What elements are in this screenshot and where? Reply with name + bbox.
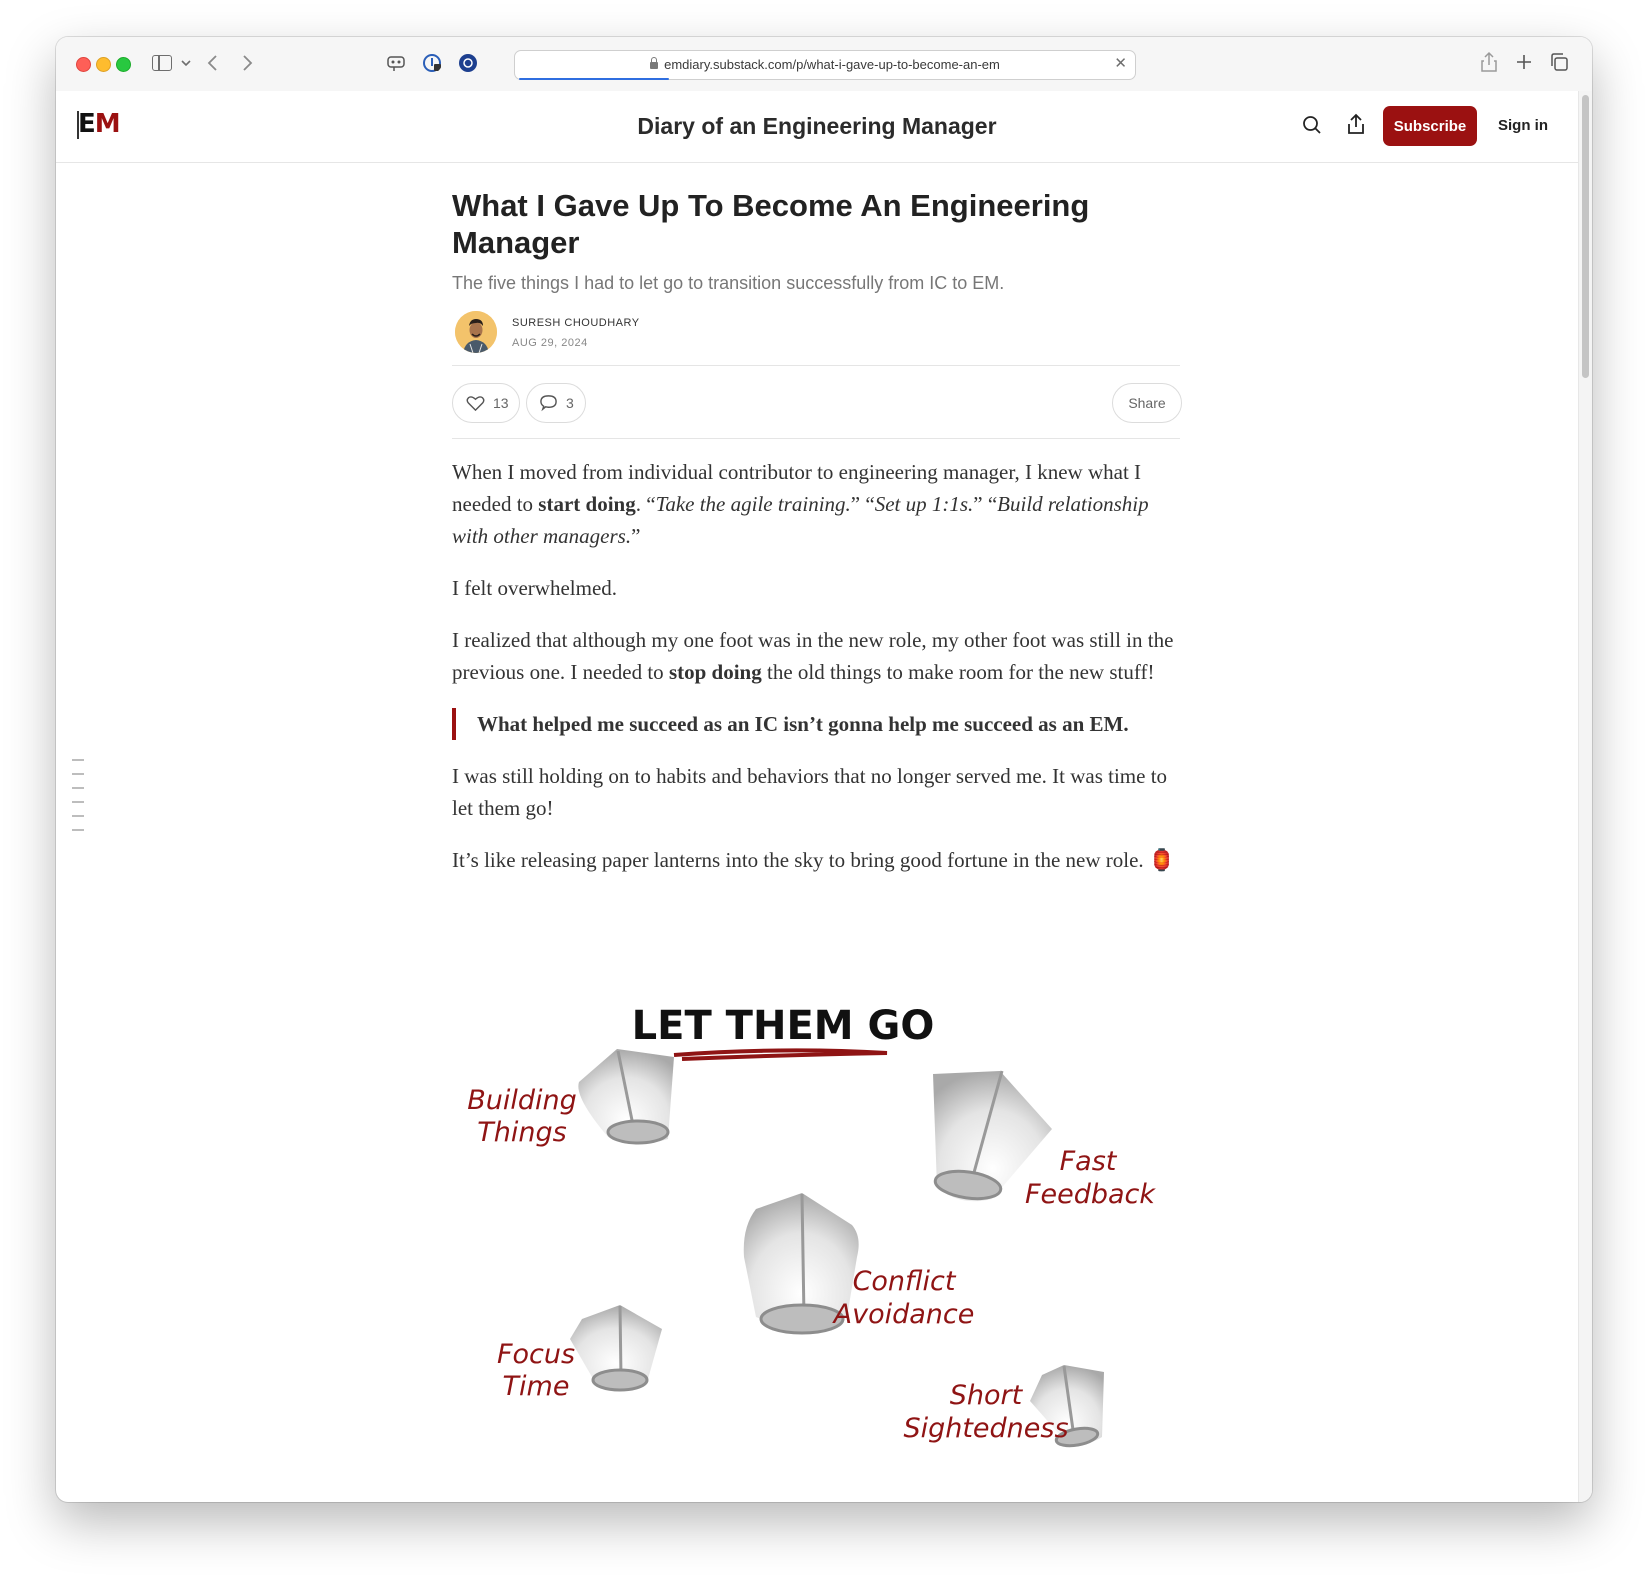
article-actions: [452, 366, 1180, 438]
extension-icon[interactable]: [386, 53, 406, 73]
scrollbar-thumb[interactable]: [1582, 95, 1589, 378]
share-label: Share: [1128, 395, 1166, 411]
illustration-heading: LET THEM GO: [631, 1003, 935, 1049]
minimize-window-button[interactable]: [96, 57, 111, 72]
label-fast: Fast: [1059, 1146, 1117, 1177]
zoom-window-button[interactable]: [116, 57, 131, 72]
heart-icon: [466, 395, 485, 412]
label-focus: Focus: [496, 1339, 576, 1370]
lantern-focus-time: [570, 1305, 662, 1390]
page-load-progress: [519, 78, 669, 80]
comment-icon: [539, 394, 558, 412]
label-short: Short: [949, 1380, 1023, 1411]
table-of-contents-indicator[interactable]: [72, 759, 84, 843]
label-sightedness: Sightedness: [903, 1413, 1069, 1444]
article: [452, 187, 1180, 876]
share-page-icon[interactable]: [1346, 113, 1366, 135]
heading-underline: [674, 1050, 887, 1059]
paragraph: I felt overwhelmed.: [452, 576, 618, 600]
label-things: Things: [477, 1117, 567, 1148]
label-time: Time: [502, 1371, 570, 1402]
stop-loading-icon[interactable]: ✕: [1114, 55, 1127, 72]
share-button[interactable]: [1112, 383, 1182, 423]
author-avatar[interactable]: [455, 311, 497, 353]
label-building: Building: [467, 1085, 577, 1116]
label-avoidance: Avoidance: [833, 1299, 975, 1330]
browser-window: [56, 37, 1592, 1502]
subscribe-button[interactable]: Subscribe: [1383, 106, 1477, 146]
url-text: emdiary.substack.com/p/what-i-gave-up-to-become-an-em: [664, 57, 1000, 72]
lantern-building-things: [578, 1049, 674, 1144]
pull-quote: What helped me succeed as an IC isn’t gonna help me succeed as an EM.: [452, 708, 1180, 740]
close-window-button[interactable]: [76, 57, 91, 72]
password-extension-icon[interactable]: [422, 53, 442, 73]
let-them-go-illustration[interactable]: [452, 967, 1180, 1487]
address-bar[interactable]: [514, 50, 1136, 80]
chevron-down-icon[interactable]: [180, 57, 192, 69]
site-title[interactable]: Diary of an Engineering Manager: [637, 113, 997, 139]
label-conflict: Conflict: [852, 1266, 956, 1297]
article-title: What I Gave Up To Become An Engineering Manager: [452, 188, 1090, 260]
browser-toolbar: [56, 37, 1592, 92]
page-scrollbar[interactable]: [1578, 91, 1592, 1502]
paragraph: I realized that although my one foot was in the new role, my other foot was still in the previous one. I needed to stop doing the old things to make room for the new stuff!: [452, 628, 1174, 684]
publish-date: AUG 29, 2024: [512, 337, 588, 349]
label-feedback: Feedback: [1024, 1179, 1156, 1210]
like-count: 13: [493, 395, 509, 411]
site-header: [56, 91, 1578, 163]
privacy-extension-icon[interactable]: [458, 53, 478, 73]
article-body: [452, 456, 1180, 876]
paragraph: I was still holding on to habits and behaviors that no longer served me. It was time to let them go!: [452, 764, 1168, 820]
byline: [452, 309, 1180, 365]
lock-icon: [650, 62, 658, 69]
forward-icon[interactable]: [240, 54, 254, 72]
logo-m: M: [94, 109, 120, 139]
share-icon[interactable]: [1480, 51, 1498, 73]
divider: [452, 438, 1180, 439]
comment-count: 3: [566, 395, 574, 411]
comment-button[interactable]: [526, 383, 586, 423]
search-icon[interactable]: [1302, 115, 1322, 135]
article-subtitle: The five things I had to let go to transition successfully from IC to EM.: [452, 273, 1005, 293]
tabs-icon[interactable]: [1550, 53, 1568, 71]
paragraph: It’s like releasing paper lanterns into the sky to bring good fortune in the new role. 🏮: [452, 848, 1176, 872]
logo-e: E: [78, 109, 95, 139]
like-button[interactable]: [452, 383, 520, 423]
new-tab-icon[interactable]: [1516, 54, 1532, 70]
sign-in-link[interactable]: Sign in: [1498, 117, 1548, 134]
back-icon[interactable]: [206, 54, 220, 72]
author-name[interactable]: SURESH CHOUDHARY: [512, 317, 640, 329]
sidebar-icon[interactable]: [152, 55, 172, 71]
paragraph: When I moved from individual contributor to engineering manager, I knew what I needed to start doing. “Take the agile training.” “Set up 1:1s.” “Build relationship with other managers.”: [452, 460, 1149, 548]
